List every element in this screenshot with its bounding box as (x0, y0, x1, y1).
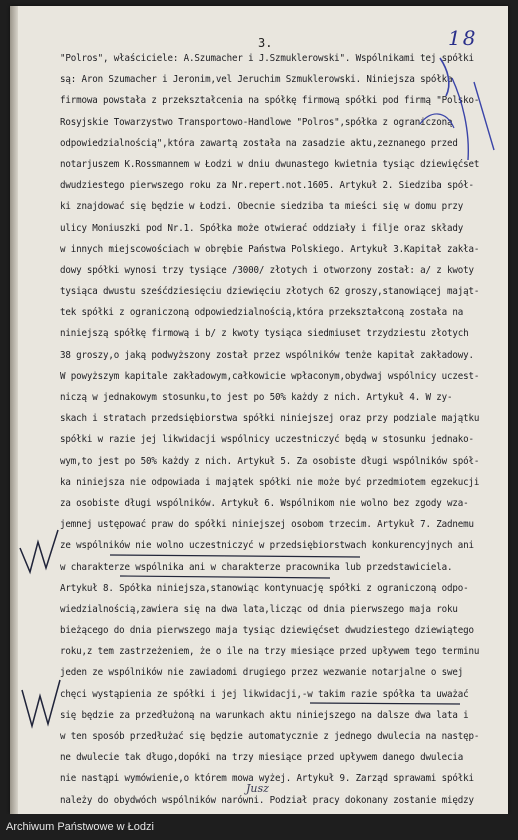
text-line: niniejszą spółkę firmową i b/ z kwoty tysiąca siedmiuset trzydziestu złotych (60, 328, 469, 340)
text-line: ka niniejsza nie odpowiada i majątek spółki nie może być przedmiotem egzekucji (60, 476, 480, 488)
margin-ink-mark (20, 530, 58, 572)
text-line: w ten sposób przedłużać się będzie automatycznie z jednego dwulecia na następ- (60, 731, 480, 742)
text-line: są: Aron Szumacher i Jeronim,vel Jeruchim Szmuklerowski. Niniejsza spółka (60, 74, 453, 86)
archive-footer-bar (0, 814, 518, 840)
text-line: jeden ze wspólników nie zawiadomi drugiego przez wezwanie notarjalne o swej (60, 667, 464, 679)
text-line: chęci wystąpienia ze spółki i jej likwidacji,-w takim razie spółka ta uważać (60, 688, 469, 700)
text-line: wym,to jest po 50% każdy z nich. Artykuł 5. Za osobiste długi wspólników spół- (60, 455, 480, 467)
text-line: za osobiste długi wspólników. Artykuł 6. Wspólnikom nie wolno bez zgody wza- (60, 497, 469, 509)
text-line: ne dwulecie tak długo,dopóki na trzy miesiące przed upływem danego dwulecia (60, 752, 464, 764)
text-line: Artykuł 8. Spółka niniejsza,stanowiąc kontynuację spółki z ograniczoną odpo- (60, 582, 469, 594)
text-line: ze wspólników nie wolno uczestniczyć w przedsiębiorstwach konkurencyjnych ani (60, 540, 474, 552)
text-line: ki znajdować się będzie w Łodzi. Obecnie siedziba ta mieści się w domu przy (60, 201, 464, 213)
text-line: dwudziestego pierwszego roku za Nr.repert.not.1605. Artykuł 2. Siedziba spół- (60, 180, 474, 192)
text-line: się będzie za przedłużoną na warunkach aktu niniejszego na dalsze dwa lata i (60, 709, 469, 721)
handwritten-signature: Jusz (246, 782, 269, 795)
text-line: W powyższym kapitale zakładowym,całkowicie wpłaconym,obydwaj wspólnicy uczest- (60, 370, 480, 382)
text-line: skach i stratach przedsiębiorstwa spółki niniejszej oraz przy podziale majątku (60, 413, 480, 425)
blue-pencil-stroke (440, 58, 449, 96)
text-line: tek spółki z ograniczoną odpowiedzialnością,która przekształconą została na (60, 307, 464, 319)
text-line: firmowa powstała z przekształcenia na spółkę firmową spółki pod firmą "Polsko- (60, 95, 480, 107)
text-line: należy do obydwóch wspólników narówni. Podział pracy dokonany zostanie między (60, 794, 474, 806)
margin-ink-mark (22, 680, 60, 726)
text-line: roku,z tem zastrzeżeniem, że o ile na trzy miesiące przed upływem tego terminu (60, 646, 480, 658)
handwritten-page-number: 18 (448, 26, 478, 50)
text-line: dowy spółki wynosi trzy tysiące /3000/ złotych i otworzony został: a/ z kwoty (60, 264, 474, 276)
text-line: w innych miejscowościach w obrębie Państwa Polskiego. Artykuł 3.Kapitał zakła- (60, 243, 480, 255)
text-line: bieżącego do dnia pierwszego maja tysiąc dziewięćset dwudziestego dziewiątego (60, 625, 474, 637)
text-line: jemnej ustępować praw do spółki niniejszej osobom trzecim. Artykuł 7. Żadnemu (60, 519, 474, 531)
text-line: wiedzialnością,zawiera się na dwa lata,licząc od dnia pierwszego maja roku (60, 603, 458, 615)
text-line: "Polros", właściciele: A.Szumacher i J.Szmuklerowski". Wspólnikami tej spółki (60, 53, 474, 64)
blue-pencil-stroke (452, 78, 468, 160)
text-line: nie nastąpi wymówienie,o którem mowa wyżej. Artykuł 9. Zarząd sprawami spółki (60, 773, 474, 785)
ink-underline (120, 576, 330, 578)
text-line: niczą w jednakowym stosunku,to jest po 50% każdy z nich. Artykuł 4. W zy- (60, 392, 453, 403)
text-line: 38 groszy,o jaką podwyższony został przez wspólników tenże kapitał zakładowy. (60, 349, 474, 361)
blue-pencil-stroke (474, 82, 494, 150)
page-number: 3. (258, 36, 273, 50)
text-line: spółki w razie jej likwidacji wspólnicy uczestniczyć będą w stosunku jednako- (60, 434, 474, 446)
text-line: odpowiedzialnością",która zawartą została na zasadzie aktu,zeznanego przed (60, 137, 458, 149)
text-line: tysiąca dwustu sześćdziesięciu dziewięciu złotych 62 groszy,stanowiącej mająt- (60, 286, 480, 298)
ink-underline (110, 555, 360, 557)
text-line: Rosyjskie Towarzystwo Transportowo-Handlowe "Polros",spółka z ograniczoną (60, 116, 453, 128)
archive-name: Archiwum Państwowe w Łodzi (6, 821, 154, 833)
blue-pencil-stroke (420, 114, 454, 128)
ink-underline (310, 703, 460, 704)
text-line: ulicy Moniuszki pod Nr.1. Spółka może otwierać oddziały i filje oraz składy (60, 222, 464, 234)
text-line: w charakterze wspólnika ani w charakterze pracownika lub przedstawiciela. (60, 561, 453, 573)
text-line: notarjuszem K.Rossmannem w Łodzi w dniu dwunastego kwietnia tysiąc dziewięćset (60, 158, 480, 170)
